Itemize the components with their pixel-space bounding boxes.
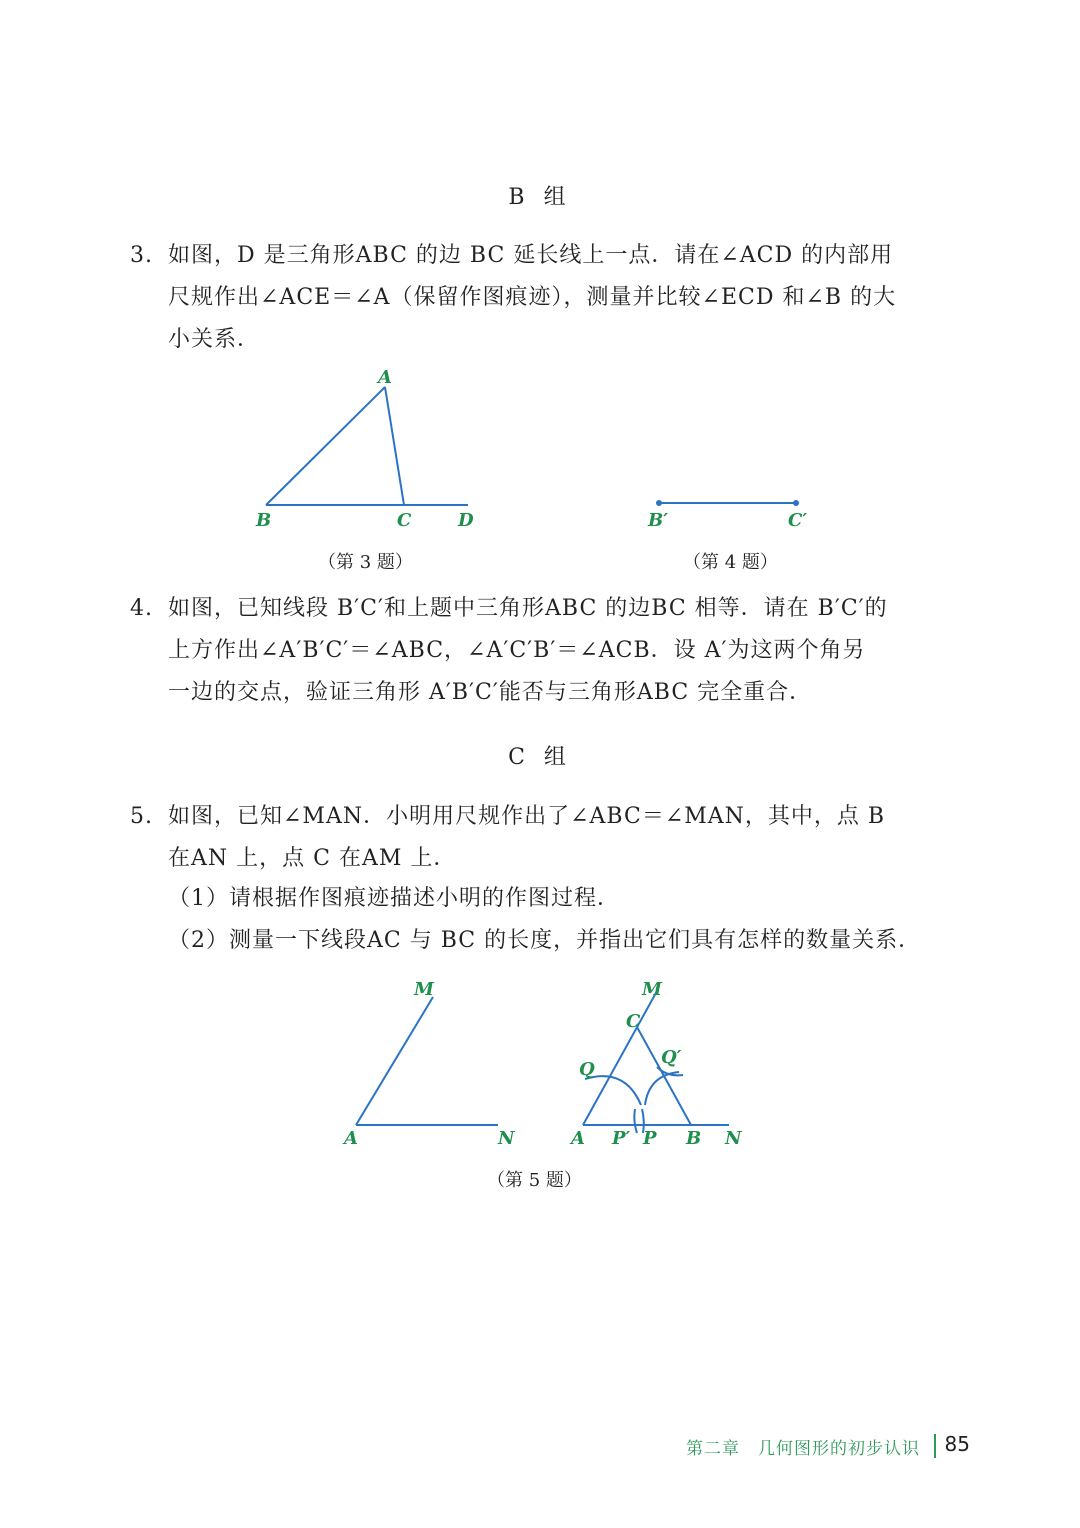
question-4-line-2: 上方作出∠A′B′C′＝∠ABC，∠A′C′B′＝∠ACB．设 A′为这两个角另 [168, 638, 866, 663]
figure-3-triangle [240, 360, 500, 540]
figure-3-caption: （第 3 题） [318, 552, 413, 573]
label-q: Q [579, 1059, 595, 1080]
segment-ac [385, 387, 404, 505]
label-p: P [643, 1128, 657, 1149]
label-p-prime: P′ [612, 1128, 631, 1149]
question-4-line-3: 一边的交点，验证三角形 A′B′C′能否与三角形ABC 完全重合． [168, 680, 813, 705]
arc-through-q-prime [645, 1072, 679, 1105]
label-a: A [378, 367, 392, 388]
ray-am [356, 997, 433, 1125]
label-b: B [256, 510, 272, 531]
group-c-heading: C 组 [508, 745, 572, 770]
figure-4-caption: （第 4 题） [683, 552, 778, 573]
page-number: 85 [944, 1432, 970, 1456]
label-n: N [498, 1128, 515, 1149]
label-m: M [642, 979, 662, 1000]
chapter-title: 第二章 几何图形的初步认识 [686, 1439, 920, 1459]
label-q-prime: Q′ [661, 1047, 682, 1068]
question-3 [130, 235, 942, 361]
arc-q [585, 1076, 641, 1105]
figure-5-angle-man [335, 975, 535, 1150]
group-b-heading: B 组 [508, 185, 572, 210]
label-a: A [571, 1128, 585, 1149]
question-5-part-2: （2）测量一下线段AC 与 BC 的长度，并指出它们具有怎样的数量关系． [168, 928, 922, 953]
point-b-prime [656, 500, 662, 506]
label-c-prime: C′ [788, 510, 808, 531]
question-5-line-2: 在AN 上，点 C 在AM 上． [168, 846, 457, 871]
label-a: A [344, 1128, 358, 1149]
label-d: D [458, 510, 474, 531]
label-c: C [397, 510, 412, 531]
figure-5-construction [565, 975, 765, 1150]
question-4 [130, 588, 942, 714]
question-3-line-3: 小关系． [168, 327, 261, 352]
question-5-line-1: 如图，已知∠MAN．小明用尺规作出了∠ABC＝∠MAN，其中，点 B [168, 804, 886, 829]
question-4-number: 4. [130, 596, 153, 621]
question-4-line-1: 如图，已知线段 B′C′和上题中三角形ABC 的边BC 相等．请在 B′C′的 [168, 596, 888, 621]
segment-ba [266, 387, 385, 505]
page-footer [600, 1432, 980, 1462]
label-c: C [626, 1011, 641, 1032]
question-3-line-2: 尺规作出∠ACE＝∠A（保留作图痕迹），测量并比较∠ECD 和∠B 的大 [168, 285, 897, 310]
question-5-number: 5. [130, 804, 153, 829]
question-5 [130, 796, 942, 880]
figure-5-caption: （第 5 题） [487, 1170, 582, 1191]
label-b: B [686, 1128, 702, 1149]
arc-p-prime [634, 1109, 637, 1133]
arc-q-prime [657, 1067, 683, 1075]
footer-divider [934, 1434, 936, 1458]
label-n: N [725, 1128, 742, 1149]
question-3-number: 3. [130, 243, 153, 268]
question-5-part-1: （1）请根据作图痕迹描述小明的作图过程． [168, 886, 620, 911]
point-c-prime [793, 500, 799, 506]
figure-4-segment [640, 490, 820, 540]
label-b-prime: B′ [648, 510, 668, 531]
question-3-line-1: 如图，D 是三角形ABC 的边 BC 延长线上一点．请在∠ACD 的内部用 [168, 243, 894, 268]
label-m: M [414, 979, 434, 1000]
